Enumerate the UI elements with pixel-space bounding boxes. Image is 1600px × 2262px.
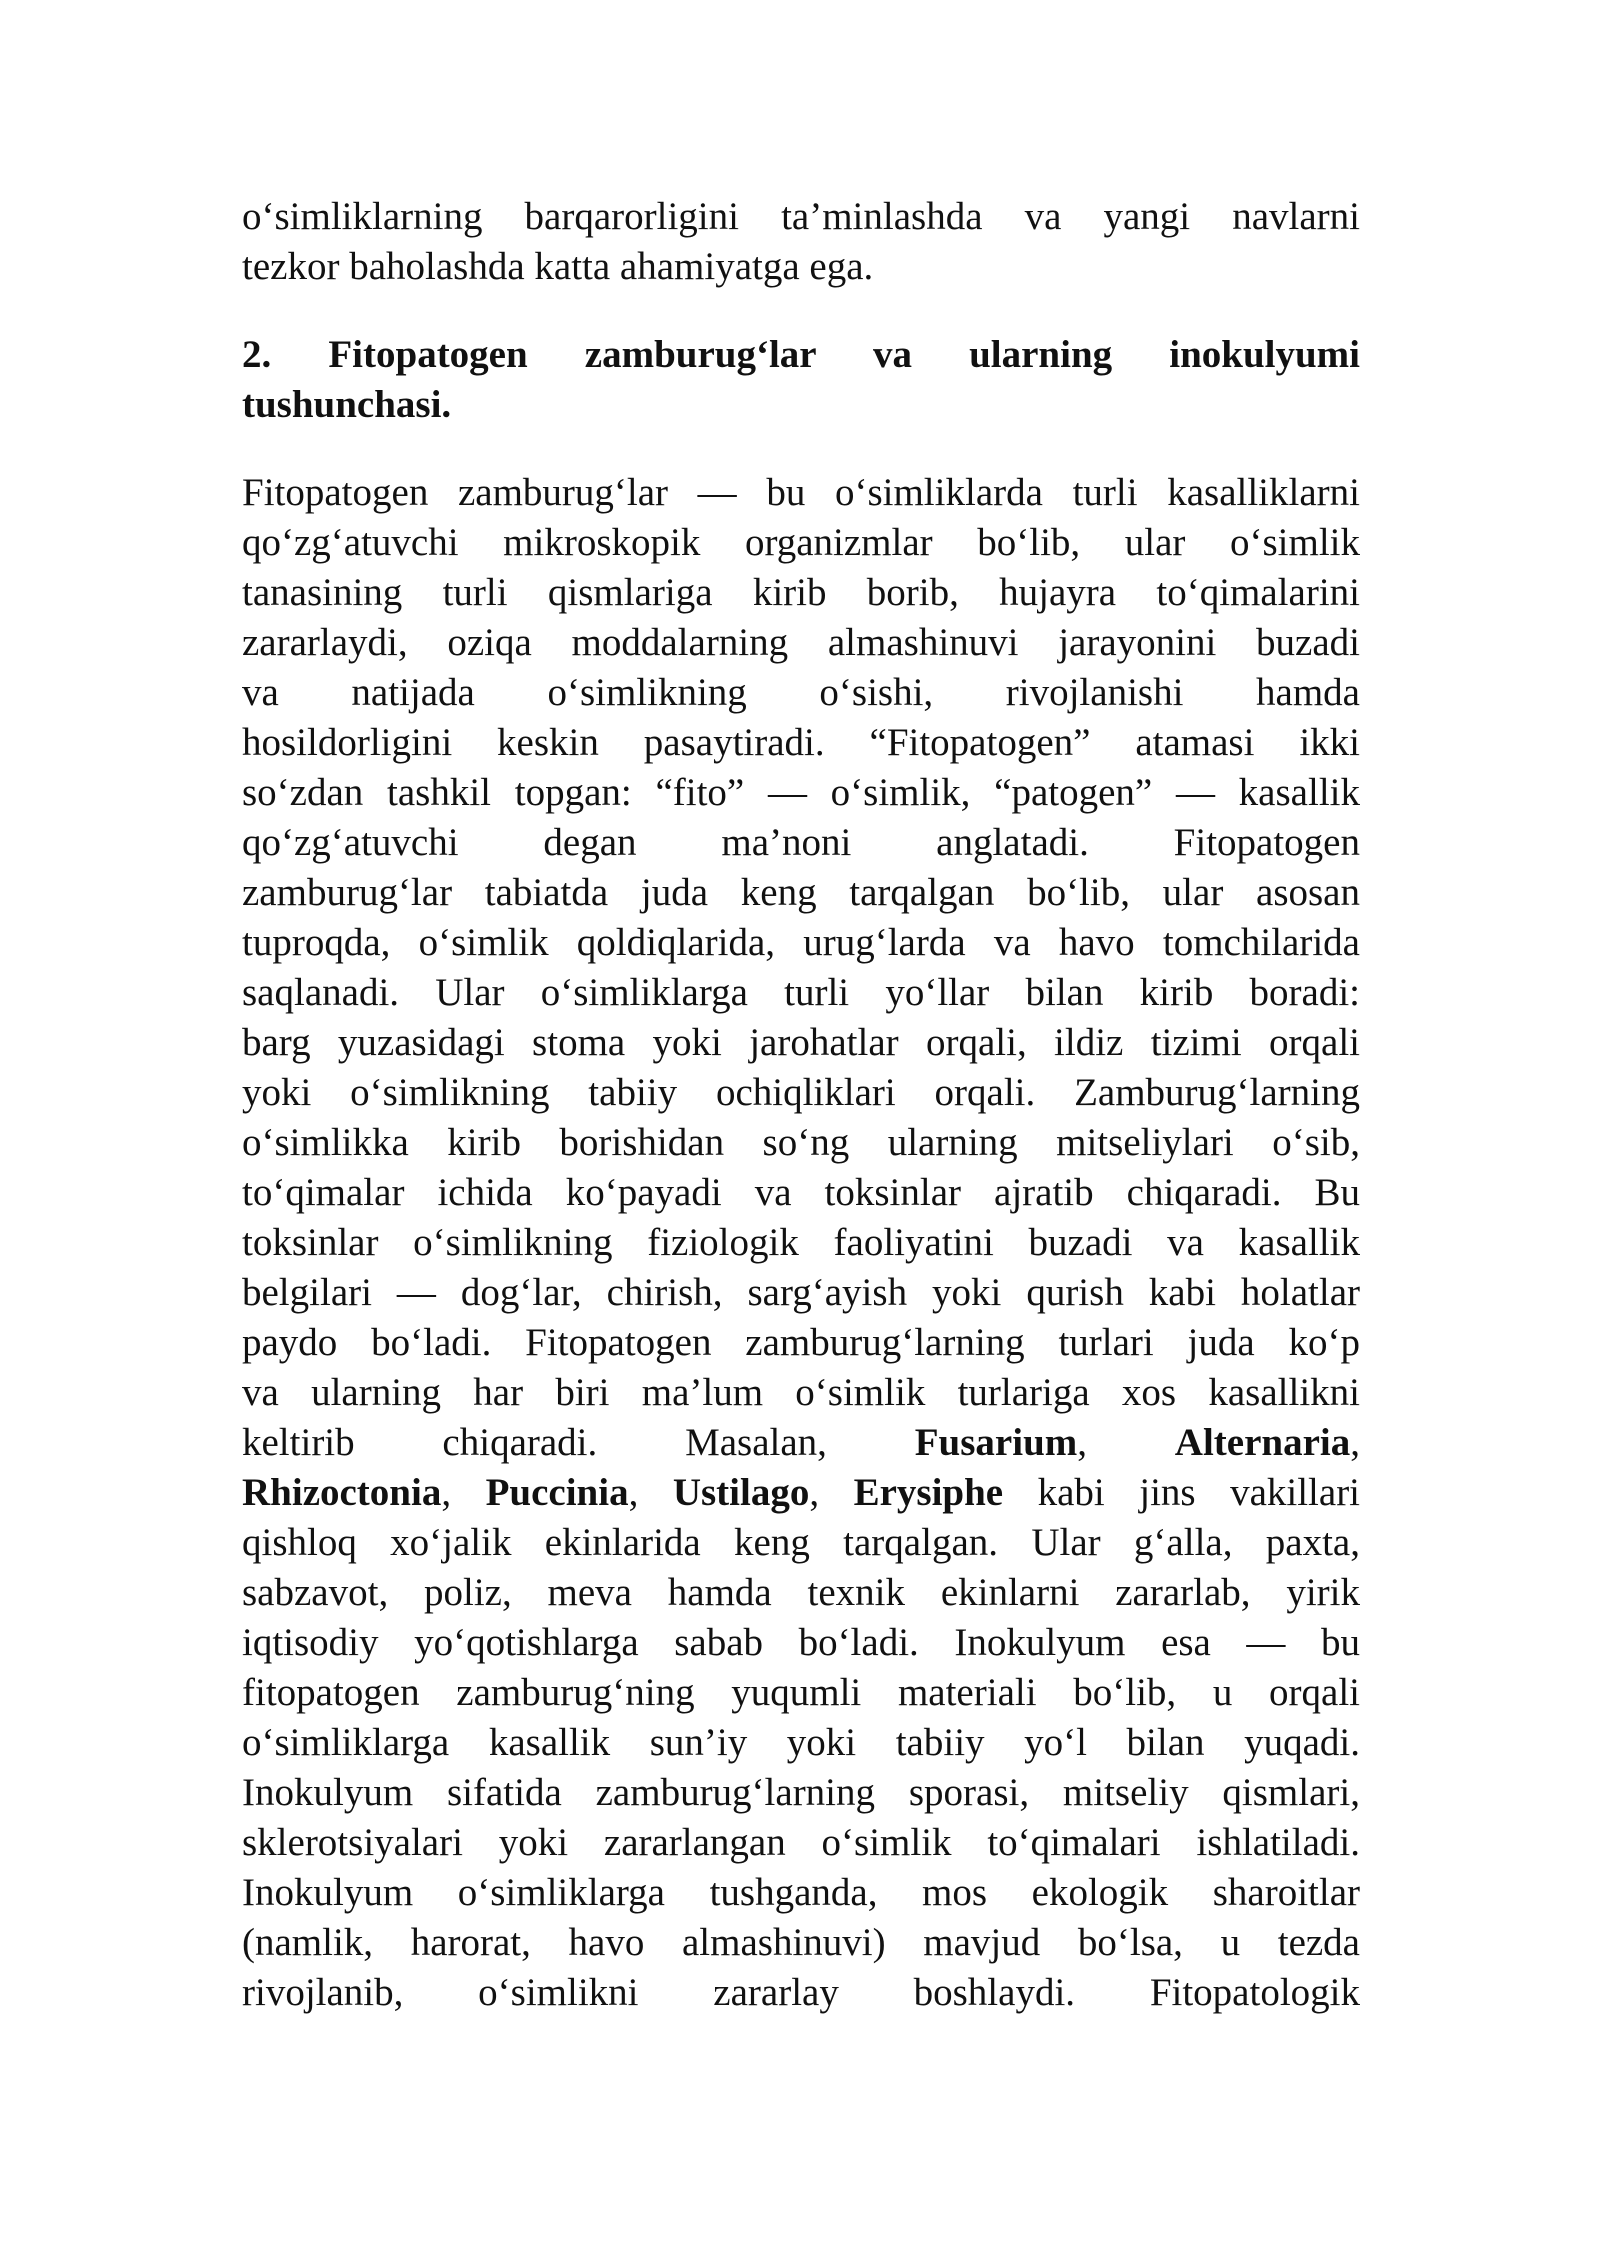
body-line: o‘simliklarga kasallik sun’iy yoki tabiiy yo‘l bilan yuqadi. (242, 1721, 1360, 1764)
body-line: belgilari — dog‘lar, chirish, sarg‘ayish yoki qurish kabi holatlar (242, 1271, 1360, 1314)
body-line: Inokulyum o‘simliklarga tushganda, mos ekologik sharoitlar (242, 1871, 1360, 1914)
body-line: tanasining turli qismlariga kirib borib, hujayra to‘qimalarini (242, 571, 1360, 614)
section-heading-line-2: tushunchasi. (242, 383, 452, 426)
body-line: yoki o‘simlikning tabiiy ochiqliklari orqali. Zamburug‘larning (242, 1071, 1360, 1114)
body-line: so‘zdan tashkil topgan: “fito” — o‘simlik, “patogen” — kasallik (242, 771, 1360, 814)
body-line: Inokulyum sifatida zamburug‘larning sporasi, mitseliy qismlari, (242, 1771, 1360, 1814)
body-line: fitopatogen zamburug‘ning yuqumli materiali bo‘lib, u orqali (242, 1671, 1360, 1714)
body-line: sabzavot, poliz, meva hamda texnik ekinlarni zararlab, yirik (242, 1571, 1360, 1614)
genus-erysiphe: Erysiphe (853, 1471, 1004, 1514)
intro-line-1: o‘simliklarning barqarorligini ta’minlashda va yangi navlarni (242, 195, 1360, 238)
body-line-genera-1 (242, 1418, 1360, 1468)
body-line: zararlaydi, oziqa moddalarning almashinuvi jarayonini buzadi (242, 621, 1360, 664)
text-run: , (1077, 1421, 1175, 1464)
body-line: saqlanadi. Ular o‘simliklarga turli yo‘llar bilan kirib boradi: (242, 971, 1360, 1014)
text-run: , (441, 1471, 486, 1514)
text-run: keltirib chiqaradi. Masalan, (242, 1421, 915, 1464)
section-heading-line-1: 2. Fitopatogen zamburug‘lar va ularning inokulyumi (242, 333, 1360, 376)
body-line: va ularning har biri ma’lum o‘simlik turlariga xos kasallikni (242, 1371, 1360, 1414)
document-page (242, 192, 1360, 2018)
body-line: barg yuzasidagi stoma yoki jarohatlar orqali, ildiz tizimi orqali (242, 1021, 1360, 1064)
body-line: va natijada o‘simlikning o‘sishi, rivojlanishi hamda (242, 671, 1360, 714)
genus-rhizoctonia: Rhizoctonia (242, 1471, 442, 1514)
genus-fusarium: Fusarium (914, 1421, 1078, 1464)
body-line: toksinlar o‘simlikning fiziologik faoliyatini buzadi va kasallik (242, 1221, 1360, 1264)
genus-ustilago: Ustilago (672, 1471, 810, 1514)
body-line-genera-2 (242, 1468, 1360, 1518)
body-line: qo‘zg‘atuvchi mikroskopik organizmlar bo‘lib, ular o‘simlik (242, 521, 1360, 564)
body-line: iqtisodiy yo‘qotishlarga sabab bo‘ladi. Inokulyum esa — bu (242, 1621, 1360, 1664)
body-paragraph (242, 468, 1360, 2018)
genus-alternaria: Alternaria (1174, 1421, 1351, 1464)
body-line: paydo bo‘ladi. Fitopatogen zamburug‘larning turlari juda ko‘p (242, 1321, 1360, 1364)
text-run: , (628, 1471, 673, 1514)
body-line: hosildorligini keskin pasaytiradi. “Fitopatogen” atamasi ikki (242, 721, 1360, 764)
body-line: (namlik, harorat, havo almashinuvi) mavjud bo‘lsa, u tezda (242, 1921, 1360, 1964)
body-line: rivojlanib, o‘simlikni zararlay boshlaydi. Fitopatologik (242, 1971, 1360, 2014)
body-line: zamburug‘lar tabiatda juda keng tarqalgan bo‘lib, ular asosan (242, 871, 1360, 914)
text-run: , (1350, 1421, 1360, 1464)
body-line: Fitopatogen zamburug‘lar — bu o‘simliklarda turli kasalliklarni (242, 471, 1360, 514)
intro-line-2: tezkor baholashda katta ahamiyatga ega. (242, 245, 874, 288)
intro-paragraph (242, 192, 1360, 292)
body-line: qishloq xo‘jalik ekinlarida keng tarqalgan. Ular g‘alla, paxta, (242, 1521, 1360, 1564)
body-line: qo‘zg‘atuvchi degan ma’noni anglatadi. Fitopatogen (242, 821, 1360, 864)
text-run: , (809, 1471, 854, 1514)
section-heading (242, 330, 1360, 430)
body-line: tuproqda, o‘simlik qoldiqlarida, urug‘larda va havo tomchilarida (242, 921, 1360, 964)
body-line: sklerotsiyalari yoki zararlangan o‘simlik to‘qimalari ishlatiladi. (242, 1821, 1360, 1864)
genus-puccinia: Puccinia (485, 1471, 629, 1514)
body-line: to‘qimalar ichida ko‘payadi va toksinlar ajratib chiqaradi. Bu (242, 1171, 1360, 1214)
body-line: o‘simlikka kirib borishidan so‘ng ularning mitseliylari o‘sib, (242, 1121, 1360, 1164)
text-run: kabi jins vakillari (1003, 1471, 1360, 1514)
